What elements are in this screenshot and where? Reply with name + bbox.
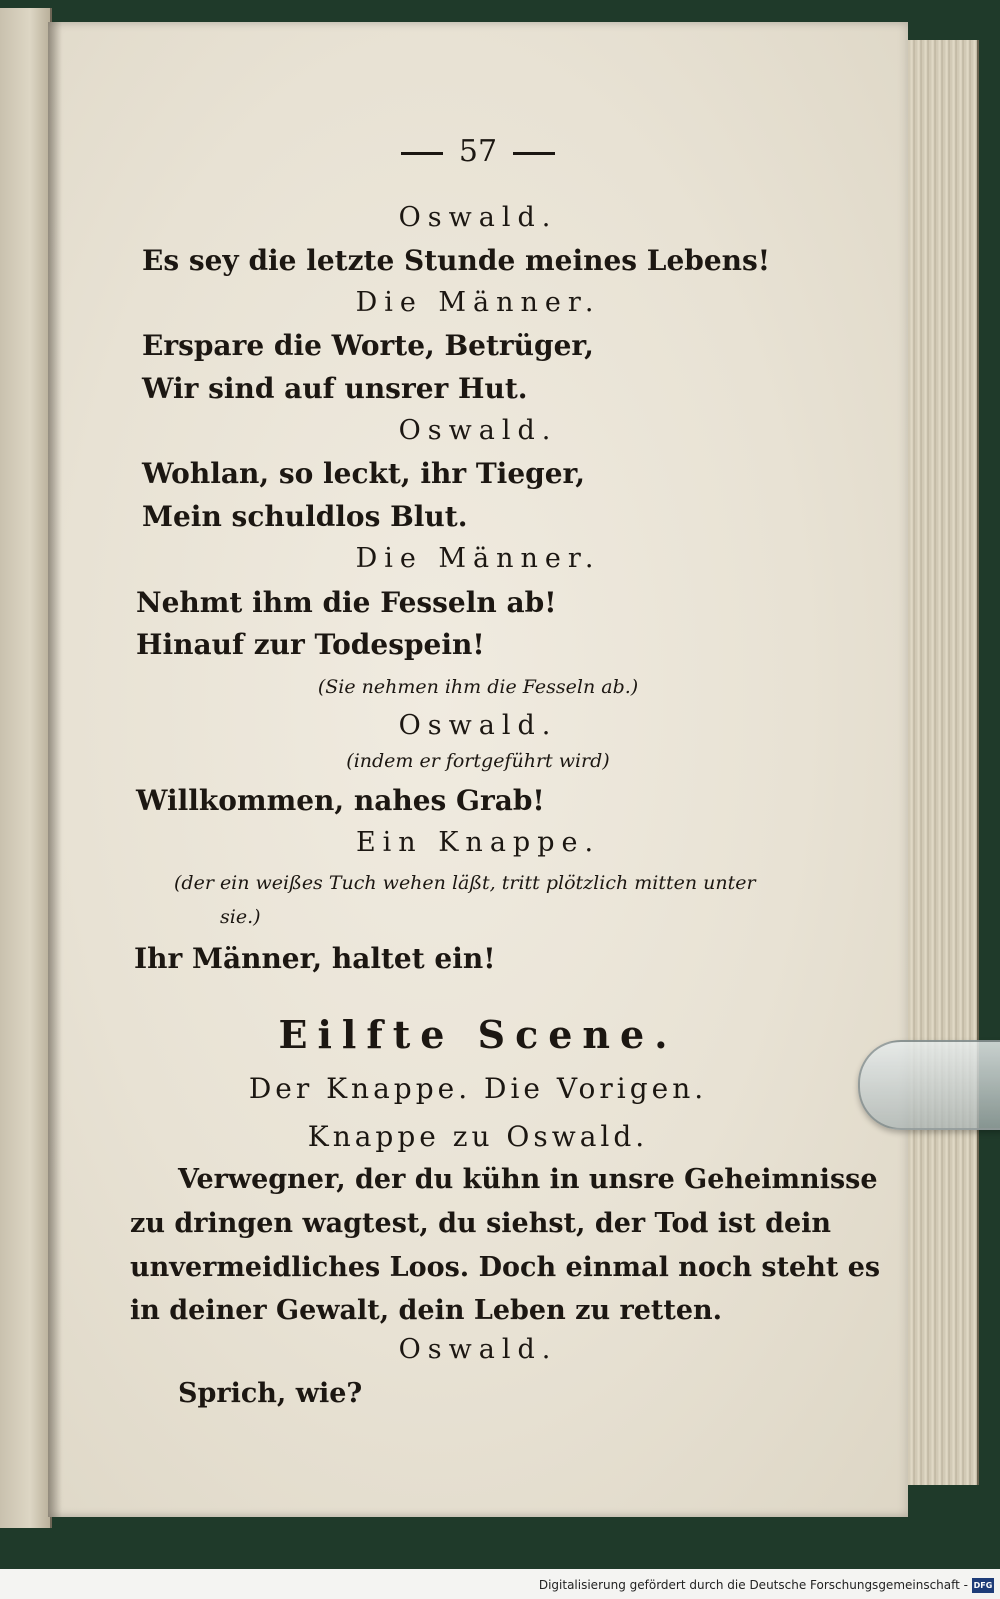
footer-bar (0, 1569, 1000, 1599)
prose-line: zu dringen wagtest, du siehst, der Tod ist dein (130, 1208, 832, 1239)
speaker-name: Oswald. (398, 1334, 558, 1365)
stage-direction: sie.) (220, 906, 261, 928)
prose-line: unvermeidliches Loos. Doch einmal noch steht es (130, 1252, 881, 1283)
prose-line: Sprich, wie? (178, 1378, 363, 1409)
verse-line: Erspare die Worte, Betrüger, (142, 329, 594, 362)
stage-direction: (indem er fortgeführt wird) (346, 750, 610, 772)
speaker-name: Ein Knappe. (355, 827, 601, 858)
speaker-name: Knappe zu Oswald. (307, 1120, 649, 1153)
stage-direction: (der ein weißes Tuch wehen läßt, tritt plötzlich mitten unter (174, 872, 756, 894)
verse-line: Ihr Männer, haltet ein! (134, 942, 496, 975)
speaker-name: Die Männer. (355, 543, 601, 574)
speaker-name: Oswald. (398, 415, 558, 446)
funding-credit: Digitalisierung gefördert durch die Deutsche Forschungsgemeinschaft - (538, 1578, 968, 1592)
speaker-name: Oswald. (398, 202, 558, 233)
speaker-name: Oswald. (398, 710, 558, 741)
scene-heading: Eilfte Scene. (278, 1012, 678, 1057)
verse-line: Hinauf zur Todespein! (136, 628, 485, 661)
prose-line: in deiner Gewalt, dein Leben zu retten. (130, 1295, 723, 1326)
book-page (48, 22, 908, 1517)
page-clip (858, 1040, 1000, 1130)
verse-line: Mein schuldlos Blut. (142, 500, 468, 533)
dfg-logo: DFG (972, 1578, 994, 1593)
verse-line: Nehmt ihm die Fesseln ab! (136, 586, 557, 619)
left-page-edge (0, 8, 52, 1528)
page-number: 57 (48, 134, 908, 169)
verse-line: Es sey die letzte Stunde meines Lebens! (142, 244, 771, 277)
page-text (48, 22, 908, 1517)
verse-line: Willkommen, nahes Grab! (136, 784, 545, 817)
scene-characters: Der Knappe. Die Vorigen. (248, 1072, 708, 1105)
prose-line: Verwegner, der du kühn in unsre Geheimnisse (178, 1164, 878, 1195)
verse-line: Wir sind auf unsrer Hut. (142, 372, 528, 405)
stage-direction: (Sie nehmen ihm die Fesseln ab.) (317, 676, 639, 698)
speaker-name: Die Männer. (355, 287, 601, 318)
verse-line: Wohlan, so leckt, ihr Tieger, (142, 457, 585, 490)
